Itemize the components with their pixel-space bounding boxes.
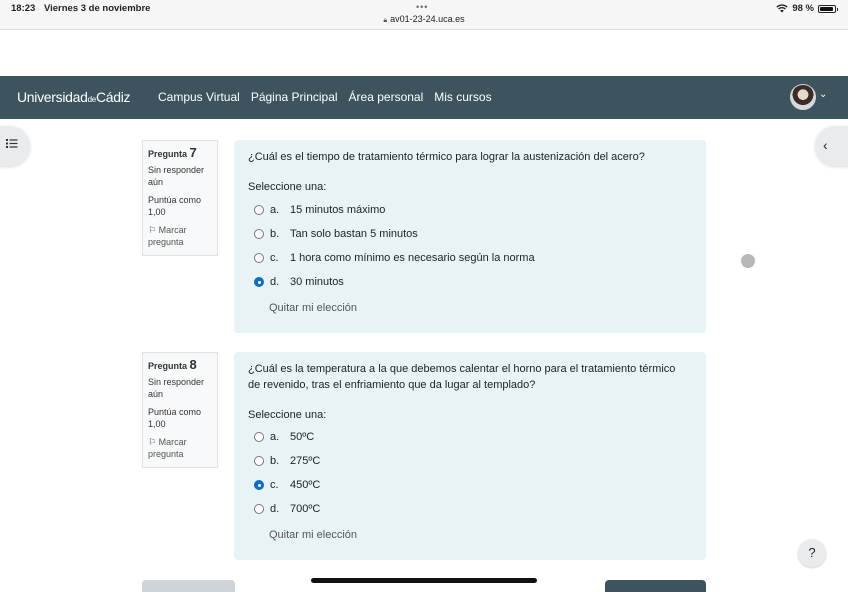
radio-button[interactable] <box>254 205 264 215</box>
answer-option-a[interactable]: a. 50ºC <box>254 431 314 443</box>
question-text: ¿Cuál es el tiempo de tratamiento térmico para lograr la austenización del acero? <box>248 151 645 163</box>
radio-button[interactable] <box>254 432 264 442</box>
chevron-left-icon: ‹ <box>823 137 828 153</box>
scroll-indicator[interactable] <box>741 254 755 268</box>
ios-status-bar <box>0 0 848 30</box>
battery-percent: 98 % <box>792 3 814 14</box>
answer-option-b[interactable]: b. 275ºC <box>254 455 320 467</box>
question-score: Puntúa como 1,00 <box>148 195 202 217</box>
status-right <box>776 3 836 14</box>
primary-navigation <box>158 90 492 104</box>
question-8-info <box>142 352 218 468</box>
address-bar[interactable] <box>0 14 848 25</box>
answer-prompt: Seleccione una: <box>248 181 327 193</box>
status-time <box>11 3 150 14</box>
home-indicator[interactable] <box>311 578 537 583</box>
chevron-down-icon[interactable]: ⌄ <box>819 89 828 100</box>
university-logo[interactable]: UniversidaddeCádiz <box>17 89 131 105</box>
flag-question-link[interactable]: ⚐ Marcar pregunta <box>148 225 187 247</box>
user-avatar[interactable] <box>790 84 816 110</box>
flag-icon: ⚐ <box>148 437 157 447</box>
radio-button-selected[interactable] <box>254 480 264 490</box>
clear-choice-link[interactable]: Quitar mi elección <box>269 529 358 541</box>
answer-option-d[interactable]: d. 30 minutos <box>254 276 344 288</box>
flag-question-link[interactable]: ⚐ Marcar pregunta <box>148 437 187 459</box>
open-block-drawer-button[interactable] <box>815 126 848 166</box>
radio-button[interactable] <box>254 229 264 239</box>
question-status: Sin responder aún <box>148 165 205 187</box>
flag-icon: ⚐ <box>148 225 157 235</box>
nav-mis-cursos[interactable]: Mis cursos <box>434 90 492 104</box>
next-page-button[interactable] <box>605 580 706 592</box>
answer-option-c[interactable]: c. 1 hora como mínimo es necesario según la norma <box>254 252 535 264</box>
nav-area-personal[interactable]: Área personal <box>348 90 424 104</box>
clear-choice-link[interactable]: Quitar mi elección <box>269 302 358 314</box>
previous-page-button[interactable] <box>142 580 235 592</box>
radio-button[interactable] <box>254 456 264 466</box>
date-text: Viernes 3 de noviembre <box>43 3 151 14</box>
question-status: Sin responder aún <box>148 377 205 399</box>
help-button[interactable]: ? <box>798 539 826 567</box>
question-score: Puntúa como 1,00 <box>148 407 202 429</box>
wifi-icon <box>776 4 788 13</box>
open-course-index-button[interactable] <box>0 126 30 166</box>
nav-pagina-principal[interactable]: Página Principal <box>250 90 338 104</box>
top-navbar <box>0 76 848 119</box>
answer-prompt: Seleccione una: <box>248 409 327 421</box>
lock-icon: 🔒︎ <box>383 17 388 24</box>
time-text: 18:23 <box>11 3 36 14</box>
question-text: ¿Cuál es la temperatura a la que debemos calentar el horno para el tratamiento térmico de revenido, tras el enfriamiento que da lugar al templado? <box>248 363 676 391</box>
question-number: Pregunta 8 <box>148 357 197 372</box>
answer-option-a[interactable]: a. 15 minutos máximo <box>254 204 385 216</box>
multitask-dots-icon[interactable]: ••• <box>416 2 429 12</box>
battery-icon <box>818 5 836 13</box>
question-7-info <box>142 140 218 256</box>
question-8-content <box>234 352 706 560</box>
url-text: av01-23-24.uca.es <box>390 14 465 24</box>
list-icon <box>6 138 18 149</box>
answer-option-d[interactable]: d. 700ºC <box>254 503 320 515</box>
answer-option-b[interactable]: b. Tan solo bastan 5 minutos <box>254 228 418 240</box>
answer-option-c[interactable]: c. 450ºC <box>254 479 320 491</box>
radio-button[interactable] <box>254 253 264 263</box>
question-number: Pregunta 7 <box>148 145 197 160</box>
radio-button-selected[interactable] <box>254 277 264 287</box>
question-7-content <box>234 140 706 333</box>
nav-campus-virtual[interactable]: Campus Virtual <box>158 90 240 104</box>
radio-button[interactable] <box>254 504 264 514</box>
